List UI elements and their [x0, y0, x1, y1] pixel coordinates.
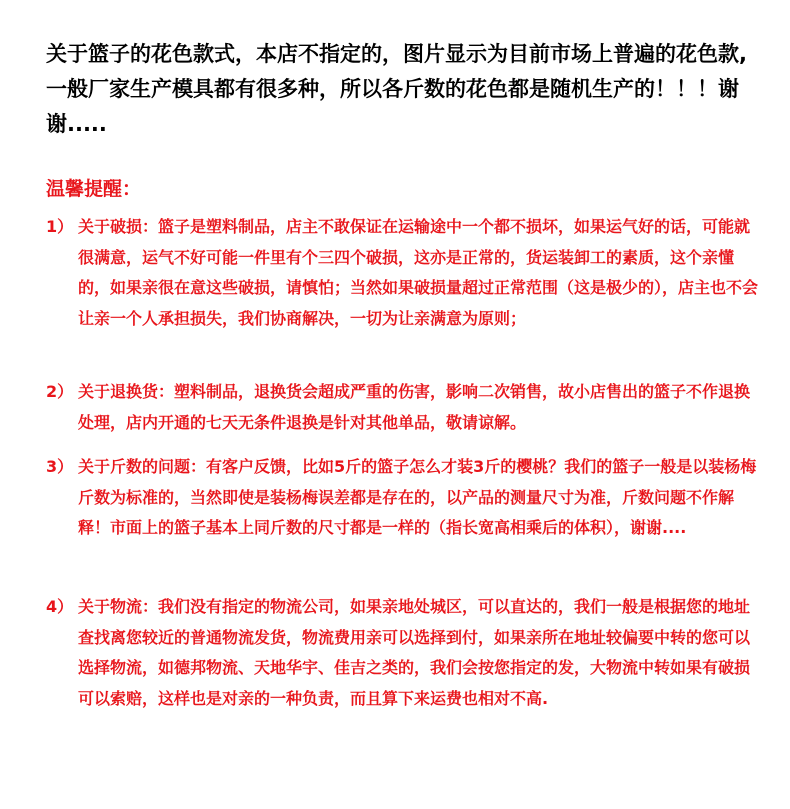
- notice-number: 1）: [46, 217, 74, 236]
- reminder-heading: 温馨提醒：: [46, 178, 142, 200]
- notice-item-returns: [46, 377, 758, 438]
- notice-number: 4）: [46, 597, 74, 616]
- notice-number: 3）: [46, 457, 74, 476]
- notice-item-weight: [46, 452, 758, 544]
- notice-text: 关于物流：我们没有指定的物流公司，如果亲地处城区，可以直达的，我们一般是根据您的地址查找离您较近的普通物流发货，物流费用亲可以选择到付，如果亲所在地址较偏要中转的您可以选择物流，如德邦物流、天地华宇、佳吉之类的，我们会按您指定的发，大物流中转如果有破损可以索赔，这样也是对亲的一种负责，而且算下来运费也相对不高.: [78, 597, 751, 708]
- notice-number: 2）: [46, 382, 74, 401]
- intro-paragraph: 关于篮子的花色款式，本店不指定的，图片显示为目前市场上普遍的花色款,一般厂家生产模具都有很多种，所以各斤数的花色都是随机生产的！！！谢谢.....: [46, 42, 747, 136]
- notice-text: 关于退换货：塑料制品，退换货会超成严重的伤害，影响二次销售，故小店售出的篮子不作退换处理，店内开通的七天无条件退换是针对其他单品，敬请谅解。: [78, 382, 751, 432]
- notice-text: 关于斤数的问题：有客户反馈，比如5斤的篮子怎么才装3斤的樱桃？我们的篮子一般是以装杨梅斤数为标准的，当然即使是装杨梅误差都是存在的，以产品的测量尺寸为准，斤数问题不作解释！市面上的篮子基本上同斤数的尺寸都是一样的（指长宽高相乘后的体积），谢谢....: [78, 457, 757, 537]
- notice-item-logistics: [46, 592, 758, 714]
- notice-item-damage: [46, 212, 758, 334]
- notice-text: 关于破损：篮子是塑料制品，店主不敢保证在运输途中一个都不损坏，如果运气好的话，可能就很满意，运气不好可能一件里有个三四个破损，这亦是正常的，货运装卸工的素质，这个亲懂的，如果亲很在意这些破损，请慎怕；当然如果破损量超过正常范围（这是极少的），店主也不会让亲一个人承担损失，我们协商解决，一切为让亲满意为原则；: [78, 217, 759, 328]
